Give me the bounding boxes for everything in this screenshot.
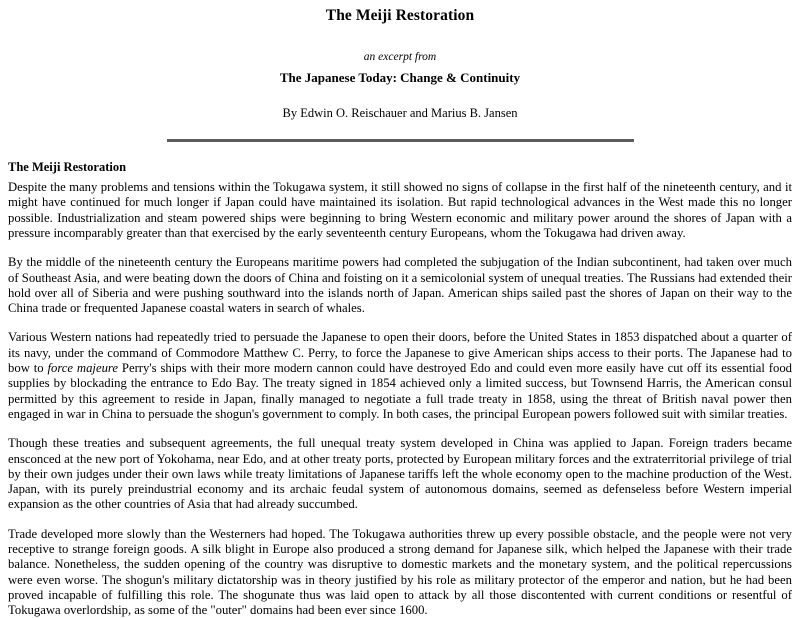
excerpt-label: an excerpt from	[363, 51, 437, 64]
section-heading: The Meiji Restoration	[8, 160, 127, 175]
paragraph-3-italic-term: force majeure	[47, 361, 119, 376]
document-header	[8, 0, 792, 122]
paragraph-2: By the middle of the nineteenth century the Europeans maritime powers had completed the subjugation of the Indian subcontinent, had taken over much of Southeast Asia, and were beating down the doors of China and foisting on it a semicolonial system of unequal treaties. The Russians had extended their hold over all of Siberia and were pushing southward into the islands north of Japan. American ships sailed past the shores of Japan on their way to the China trade or frequented Japanese coastal waters in search of whales.	[8, 255, 792, 316]
byline: By Edwin O. Reischauer and Marius B. Jansen	[282, 106, 518, 121]
paragraph-4: Though these treaties and subsequent agreements, the full unequal treaty system developed in China was applied to Japan. Foreign traders became ensconced at the new port of Yokohama, near Edo, and at other treaty ports, protected by European military forces and the extraterritorial privilege of trial by their own judges under their own laws while treaty limitations of Japanese tariffs left the whole economy open to the machine production of the West. Japan, with its purely preindustrial economy and its archaic feudal system of autonomous domains, seemed as defenseless before Western imperial expansion as the other countries of Asia that had already succumbed.	[8, 436, 792, 512]
paragraph-3-lead: Various Western nations had repeatedly tried to persuade the Japanese to open their doors, before the United States in 1853 dispatched about a quarter of its navy, under the command of Commodore Matthew C. Perry, to force the Japanese to give American ships access to their ports. The Japanese had to bow to	[8, 330, 792, 376]
paragraph-1: Despite the many problems and tensions within the Tokugawa system, it still showed no signs of collapse in the first half of the nineteenth century, and it might have continued for much longer if Japan could have maintained its isolation. But rapid technological advances in the West made this no longer possible. Industrialization and steam powered ships were beginning to bring Western economic and military power around the shores of Japan with a pressure incomparably greater than that exercised by the early seventeenth century Europeans, whom the Tokugawa had driven away.	[8, 180, 792, 240]
book-title: The Japanese Today: Change & Continuity	[279, 70, 521, 86]
divider-wrapper	[8, 122, 792, 142]
page-title: The Meiji Restoration	[325, 7, 475, 24]
horizontal-divider	[167, 139, 634, 142]
paragraph-3	[8, 330, 792, 422]
paragraph-3-tail: Perry's ships with their more modern cannon could have destroyed Edo and could even more easily have cut off its essential food supplies by blockading the entrance to Edo Bay. The treaty signed in 1854 achieved only a limited success, but Townsend Harris, the American consul permitted by this agreement to reside in Japan, finally managed to negotiate a full trade treaty in 1858, using the threat of British naval power then engaged in war in China to persuade the shogun's government to comply. In both cases, the principal European powers followed suit with similar treaties.	[8, 361, 793, 421]
paragraph-5: Trade developed more slowly than the Westerners had hoped. The Tokugawa authorities threw up every possible obstacle, and the people were not very receptive to strange foreign goods. A silk blight in Europe also produced a strong demand for Japanese silk, which helped the Japanese with their trade balance. Nonetheless, the sudden opening of the country was disruptive to domestic markets and the monetary system, and the political repercussions were even worse. The shogun's military dictatorship was in theory justified by his role as military protector of the emperor and nation, but he had been proved incapable of fulfilling this role. The shogunate thus was laid open to attack by all those discontented with current conditions or resentful of Tokugawa overlordship, as some of the "outer" domains had been ever since 1600.	[8, 526, 792, 618]
body-copy	[8, 175, 792, 618]
